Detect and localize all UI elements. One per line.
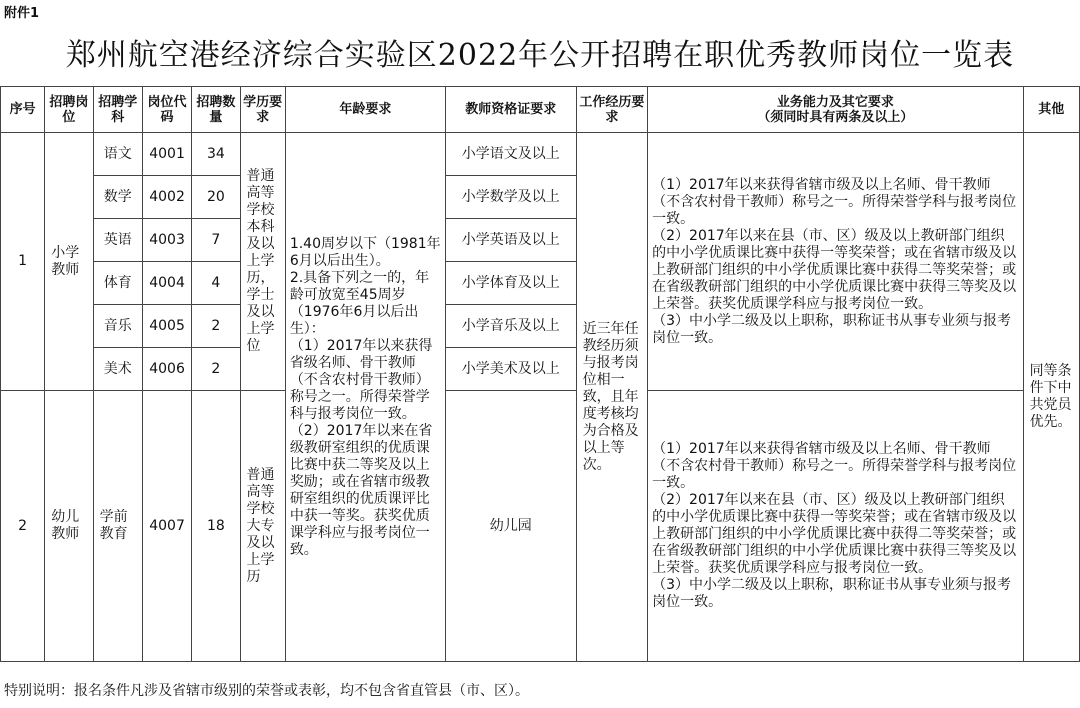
row-subject: 数学 bbox=[93, 176, 142, 219]
header-cert: 教师资格证要求 bbox=[445, 87, 576, 133]
group1-ability-item-1: （1）2017年以来获得省辖市级及以上名师、骨干教师（不含农村骨干教师）称号之一。所得荣誉学科与报考岗位一致。 bbox=[652, 176, 1017, 227]
group2-seq: 2 bbox=[1, 391, 45, 662]
row-subject: 英语 bbox=[93, 219, 142, 262]
header-code: 岗位代码 bbox=[142, 87, 191, 133]
row-count: 4 bbox=[192, 262, 240, 305]
row-count: 20 bbox=[192, 176, 240, 219]
row-subject: 体育 bbox=[93, 262, 142, 305]
row-cert: 小学美术及以上 bbox=[445, 348, 576, 391]
row-code: 4005 bbox=[142, 305, 191, 348]
group2-ability bbox=[648, 391, 1023, 662]
header-age: 年龄要求 bbox=[285, 87, 445, 133]
group1-ability-item-2: （2）2017年以来在县（市、区）级及以上教研部门组织的中小学优质课比赛中获得一等奖荣誉；或在省辖市级及以上教研部门组织的中小学优质课比赛中获得二等奖荣誉；或在省级教研部门组织的中小学优质课比赛中获得三等奖及以上荣誉。获奖优质课学科应与报考岗位一致。 bbox=[652, 227, 1017, 312]
other-requirements: 同等条件下中共党员优先。 bbox=[1023, 133, 1079, 662]
special-note: 特别说明：报名条件凡涉及省辖市级别的荣誉或表彰，均不包含省直管县（市、区）。 bbox=[4, 683, 529, 699]
age-requirements: 1.40周岁以下（1981年6月以后出生）。 2.具备下列之一的，年龄可放宽至45周岁（1976年6月以后出生）： （1）2017年以来获得省级名师、骨干教师（不含农村骨干教师）称号之一。所得荣誉学科与报考岗位一致。 （2）2017年以来在省级教研室组织的优质课比赛中获二等奖及以上奖励；或在省辖市级教研室组织的优质课评比中获一等奖。获奖优质课学科应与报考岗位一致。 bbox=[285, 133, 445, 662]
header-ability bbox=[648, 87, 1023, 133]
header-subject: 招聘学科 bbox=[93, 87, 142, 133]
row-cert: 小学数学及以上 bbox=[445, 176, 576, 219]
row-count: 34 bbox=[192, 133, 240, 176]
header-ability-line2: （须同时具有两条及以上） bbox=[757, 109, 914, 125]
header-count: 招聘数量 bbox=[192, 87, 240, 133]
group2-edu: 普通高等学校大专及以上学历 bbox=[240, 391, 285, 662]
page-title: 郑州航空港经济综合实验区2022年公开招聘在职优秀教师岗位一览表 bbox=[65, 38, 1015, 73]
row-count: 2 bbox=[192, 305, 240, 348]
group2-count: 18 bbox=[192, 391, 240, 662]
row-code: 4006 bbox=[142, 348, 191, 391]
annex-label: 附件1 bbox=[4, 6, 40, 21]
group2-ability-item-1: （1）2017年以来获得省辖市级及以上名师、骨干教师（不含农村骨干教师）称号之一。所得荣誉学科与报考岗位一致。 bbox=[652, 441, 1017, 491]
group2-code: 4007 bbox=[142, 391, 191, 662]
row-cert: 小学语文及以上 bbox=[445, 133, 576, 176]
table-row bbox=[1, 133, 1080, 176]
row-code: 4002 bbox=[142, 176, 191, 219]
header-ability-line1: 业务能力及其它要求 bbox=[776, 94, 894, 110]
group1-post: 小学教师 bbox=[45, 133, 93, 391]
row-cert: 小学音乐及以上 bbox=[445, 305, 576, 348]
group1-ability bbox=[648, 133, 1023, 391]
header-other: 其他 bbox=[1023, 87, 1079, 133]
group2-ability-item-2: （2）2017年以来在县（市、区）级及以上教研部门组织的中小学优质课比赛中获得一等奖荣誉；或在省辖市级及以上教研部门组织的中小学优质课比赛中获得二等奖荣誉；或在省级教研部门组织的中小学优质课比赛中获得三等奖及以上荣誉。获奖优质课学科应与报考岗位一致。 bbox=[652, 492, 1017, 576]
header-row bbox=[1, 87, 1080, 133]
header-exp: 工作经历要求 bbox=[576, 87, 647, 133]
table-row bbox=[1, 391, 1080, 436]
header-seq: 序号 bbox=[1, 87, 45, 133]
row-count: 2 bbox=[192, 348, 240, 391]
group2-post: 幼儿教师 bbox=[45, 391, 93, 662]
group1-seq: 1 bbox=[1, 133, 45, 391]
group1-edu: 普通高等学校本科及以上学历，学士及以上学位 bbox=[240, 133, 285, 391]
row-code: 4004 bbox=[142, 262, 191, 305]
header-edu: 学历要求 bbox=[240, 87, 285, 133]
row-code: 4003 bbox=[142, 219, 191, 262]
row-subject: 美术 bbox=[93, 348, 142, 391]
row-cert: 小学英语及以上 bbox=[445, 219, 576, 262]
experience-requirements: 近三年任教经历须与报考岗位相一致，且年度考核均为合格及以上等次。 bbox=[576, 133, 647, 662]
row-subject: 音乐 bbox=[93, 305, 142, 348]
group2-ability-item-3: （3）中小学二级及以上职称，职称证书从事专业须与报考岗位一致。 bbox=[652, 577, 1012, 610]
header-post: 招聘岗位 bbox=[45, 87, 93, 133]
positions-table bbox=[0, 86, 1080, 662]
group1-ability-item-3: （3）中小学二级及以上职称，职称证书从事专业须与报考岗位一致。 bbox=[652, 312, 1012, 346]
row-code: 4001 bbox=[142, 133, 191, 176]
group2-subject: 学前教育 bbox=[93, 391, 142, 662]
row-count: 7 bbox=[192, 219, 240, 262]
row-cert: 小学体育及以上 bbox=[445, 262, 576, 305]
group2-cert: 幼儿园 bbox=[445, 391, 576, 662]
row-subject: 语文 bbox=[93, 133, 142, 176]
